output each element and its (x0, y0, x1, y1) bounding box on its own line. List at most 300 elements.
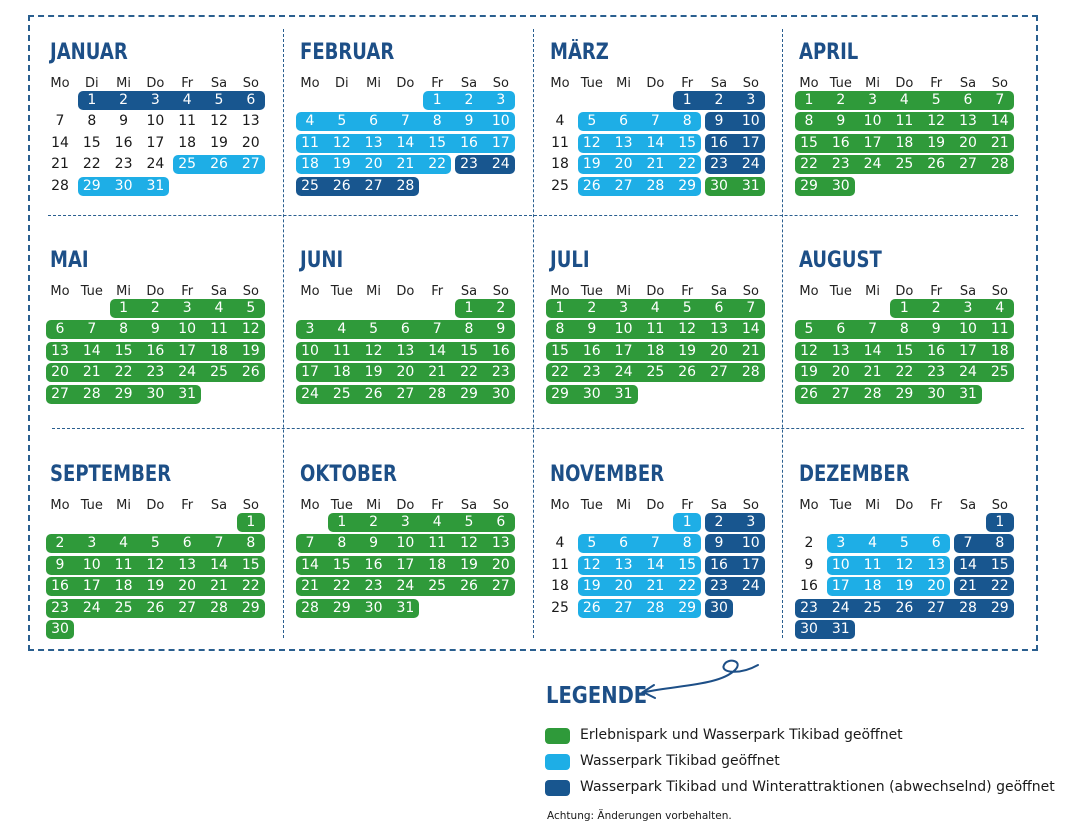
weekday-header: Sa (710, 76, 728, 91)
day-cell: 28 (51, 177, 69, 194)
day-cell: 20 (614, 578, 633, 594)
day-cell: 11 (863, 556, 882, 573)
weekday-header: Sa (460, 284, 478, 299)
day-cell: 24 (863, 156, 882, 172)
weekday-header: So (492, 284, 509, 299)
day-cell: 22 (678, 156, 697, 172)
day-cell: 28 (990, 156, 1009, 172)
day-cell: 17 (863, 134, 882, 151)
day-cell: 30 (710, 177, 728, 194)
day-cell: 28 (959, 599, 977, 616)
month-februar (297, 28, 527, 228)
weekday-header: Tue (80, 498, 103, 513)
weekday-header: Tue (80, 284, 103, 299)
day-cell: 15 (332, 556, 351, 573)
weekday-header: Mi (366, 498, 381, 513)
weekday-header: Do (895, 76, 914, 91)
day-cell: 4 (995, 299, 1005, 316)
weekday-header: Mi (865, 284, 880, 299)
day-cell: 11 (551, 556, 569, 573)
month-dezember (796, 450, 1026, 650)
day-cell: 20 (491, 556, 510, 573)
weekday-header: Fr (181, 76, 194, 91)
day-cell: 16 (831, 134, 850, 151)
day-cell: 8 (555, 321, 565, 337)
day-cell: 28 (301, 599, 319, 616)
day-cell: 6 (963, 91, 973, 108)
day-cell: 25 (990, 364, 1009, 380)
day-cell: 19 (678, 342, 697, 359)
weekday-header: So (742, 284, 759, 299)
day-cell: 1 (899, 299, 909, 316)
month-title: JANUAR (50, 40, 128, 65)
day-cell: 16 (800, 578, 818, 594)
day-cell: 20 (396, 364, 415, 380)
day-cell: 8 (337, 535, 347, 551)
day-cell: 30 (114, 177, 133, 194)
day-cell: 17 (741, 134, 760, 151)
day-cell: 5 (587, 535, 597, 551)
day-cell: 12 (210, 113, 228, 129)
day-cell: 7 (746, 299, 756, 316)
day-cell: 8 (682, 113, 692, 129)
day-cell: 6 (182, 535, 192, 551)
day-cell: 25 (895, 156, 914, 172)
weekday-header: Mo (550, 498, 570, 513)
day-cell: 8 (804, 113, 814, 129)
day-cell: 5 (369, 321, 379, 337)
weekday-header: Mi (116, 76, 131, 91)
day-cell: 15 (990, 556, 1009, 573)
grid-divider (782, 29, 783, 638)
day-cell: 14 (82, 342, 101, 359)
day-cell: 2 (369, 513, 379, 530)
day-cell: 8 (119, 321, 129, 337)
weekday-header: Do (895, 284, 914, 299)
day-cell: 4 (182, 91, 192, 108)
day-cell: 22 (895, 364, 914, 380)
day-cell: 31 (396, 599, 415, 616)
arrow-icon (640, 655, 765, 705)
day-cell: 27 (959, 156, 977, 172)
day-cell: 21 (863, 364, 882, 380)
weekday-header: Di (334, 76, 349, 91)
day-cell: 10 (959, 321, 977, 337)
day-cell: 29 (678, 177, 697, 194)
day-cell: 31 (146, 177, 165, 194)
day-cell: 25 (178, 156, 197, 172)
day-cell: 27 (614, 177, 633, 194)
weekday-header: Mi (865, 498, 880, 513)
weekday-header: So (991, 76, 1008, 91)
weekday-header: Mo (550, 284, 570, 299)
day-cell: 11 (428, 535, 447, 551)
day-cell: 23 (114, 156, 133, 172)
day-cell: 13 (959, 113, 977, 129)
weekday-header: Sa (210, 284, 228, 299)
day-cell: 3 (836, 535, 846, 551)
day-cell: 5 (337, 113, 347, 129)
day-cell: 10 (301, 342, 319, 359)
day-cell: 20 (241, 134, 260, 151)
day-cell: 3 (182, 299, 192, 316)
weekday-header: So (242, 284, 259, 299)
day-cell: 8 (464, 321, 474, 337)
day-cell: 17 (741, 556, 760, 573)
day-cell: 23 (710, 578, 728, 594)
weekday-header: Mo (300, 284, 320, 299)
day-cell: 25 (551, 177, 569, 194)
day-cell: 13 (831, 342, 850, 359)
day-cell: 17 (82, 578, 101, 594)
weekday-header: So (742, 498, 759, 513)
day-cell: 10 (82, 556, 101, 573)
weekday-header: Sa (210, 76, 228, 91)
day-cell: 27 (614, 599, 633, 616)
day-cell: 15 (114, 342, 133, 359)
day-cell: 11 (646, 321, 665, 337)
day-cell: 14 (863, 342, 882, 359)
day-cell: 1 (555, 299, 565, 316)
day-cell: 6 (714, 299, 724, 316)
month-title: JULI (550, 248, 590, 273)
day-cell: 6 (400, 321, 410, 337)
day-cell: 15 (800, 134, 818, 151)
day-cell: 17 (396, 556, 415, 573)
day-cell: 22 (332, 578, 351, 594)
day-cell: 25 (210, 364, 228, 380)
weekday-header: Do (146, 284, 165, 299)
day-cell: 10 (396, 535, 415, 551)
weekday-header: Sa (460, 498, 478, 513)
legend-swatch-dark (545, 780, 570, 796)
day-cell: 19 (895, 578, 914, 594)
day-cell: 30 (927, 385, 946, 402)
day-cell: 15 (82, 134, 101, 151)
day-cell: 5 (214, 91, 224, 108)
day-cell: 28 (741, 364, 760, 380)
day-cell: 30 (146, 385, 165, 402)
day-cell: 30 (491, 385, 510, 402)
month-title: FEBRUAR (300, 40, 395, 65)
day-cell: 17 (614, 342, 633, 359)
day-cell: 13 (178, 556, 197, 573)
weekday-header: Fr (431, 284, 444, 299)
day-cell: 18 (114, 578, 133, 594)
day-cell: 26 (678, 364, 697, 380)
weekday-header: Do (146, 498, 165, 513)
weekday-header: Do (396, 284, 415, 299)
day-cell: 4 (305, 113, 315, 129)
day-cell: 6 (496, 513, 506, 530)
day-cell: 28 (210, 599, 228, 616)
day-cell: 11 (990, 321, 1009, 337)
day-cell: 4 (432, 513, 442, 530)
day-cell: 19 (210, 134, 228, 151)
day-cell: 23 (51, 599, 69, 616)
day-cell: 16 (710, 134, 728, 151)
day-cell: 5 (587, 113, 597, 129)
weekday-header: Mi (116, 498, 131, 513)
day-cell: 3 (868, 91, 878, 108)
weekday-header: Do (646, 498, 665, 513)
day-cell: 7 (868, 321, 878, 337)
day-cell: 10 (614, 321, 633, 337)
day-cell: 4 (650, 299, 660, 316)
day-cell: 23 (710, 156, 728, 172)
day-cell: 9 (464, 113, 474, 129)
day-cell: 17 (491, 134, 510, 151)
day-cell: 10 (178, 321, 197, 337)
day-cell: 2 (119, 91, 129, 108)
day-cell: 3 (400, 513, 410, 530)
month-title: AUGUST (799, 248, 882, 273)
day-cell: 21 (741, 342, 760, 359)
day-cell: 11 (895, 113, 914, 129)
day-cell: 27 (364, 177, 383, 194)
day-cell: 20 (614, 156, 633, 172)
day-cell: 6 (55, 321, 65, 337)
day-cell: 1 (682, 91, 692, 108)
day-cell: 20 (831, 364, 850, 380)
day-cell: 5 (931, 91, 941, 108)
day-cell: 7 (400, 113, 410, 129)
day-cell: 25 (301, 177, 319, 194)
weekday-header: Mo (550, 76, 570, 91)
month-juli (547, 236, 777, 436)
day-cell: 29 (114, 385, 133, 402)
day-cell: 18 (863, 578, 882, 594)
day-cell: 14 (990, 113, 1009, 129)
day-cell: 18 (551, 156, 569, 172)
weekday-header: Di (84, 76, 99, 91)
day-cell: 22 (551, 364, 569, 380)
weekday-header: Mo (300, 498, 320, 513)
day-cell: 3 (496, 91, 506, 108)
weekday-header: Mo (50, 284, 70, 299)
weekday-header: So (242, 76, 259, 91)
month-august (796, 236, 1026, 436)
day-cell: 24 (614, 364, 633, 380)
day-cell: 28 (82, 385, 101, 402)
day-cell: 30 (51, 621, 69, 637)
day-cell: 12 (678, 321, 697, 337)
weekday-header: Tue (330, 498, 353, 513)
day-cell: 21 (646, 156, 665, 172)
day-cell: 10 (831, 556, 850, 573)
day-cell: 12 (895, 556, 914, 573)
day-cell: 28 (646, 599, 665, 616)
weekday-header: Do (646, 284, 665, 299)
month-title: NOVEMBER (550, 462, 665, 487)
day-cell: 24 (82, 599, 101, 616)
month-title: DEZEMBER (799, 462, 910, 487)
day-cell: 23 (364, 578, 383, 594)
day-cell: 7 (87, 321, 97, 337)
weekday-header: Tue (829, 498, 852, 513)
legend-swatch-green (545, 728, 570, 744)
day-cell: 20 (51, 364, 69, 380)
day-cell: 23 (582, 364, 601, 380)
day-cell: 17 (959, 342, 977, 359)
day-cell: 3 (619, 299, 629, 316)
weekday-header: Sa (959, 498, 977, 513)
day-cell: 1 (246, 513, 256, 530)
day-cell: 26 (927, 156, 946, 172)
weekday-header: Fr (681, 498, 694, 513)
day-cell: 3 (87, 535, 97, 551)
legend-label-green: Erlebnispark und Wasserpark Tikibad geöffnet (580, 727, 903, 743)
day-cell: 3 (963, 299, 973, 316)
day-cell: 12 (332, 134, 351, 151)
day-cell: 4 (868, 535, 878, 551)
day-cell: 7 (55, 113, 65, 129)
day-cell: 7 (305, 535, 315, 551)
day-cell: 4 (899, 91, 909, 108)
day-cell: 2 (804, 535, 814, 551)
day-cell: 12 (146, 556, 165, 573)
day-cell: 8 (682, 535, 692, 551)
day-cell: 10 (491, 113, 510, 129)
day-cell: 23 (460, 156, 478, 172)
weekday-header: Mo (50, 76, 70, 91)
day-cell: 20 (364, 156, 383, 172)
day-cell: 9 (150, 321, 160, 337)
day-cell: 13 (491, 535, 510, 551)
day-cell: 16 (364, 556, 383, 573)
day-cell: 1 (337, 513, 347, 530)
day-cell: 19 (927, 134, 946, 151)
weekday-header: Tue (330, 284, 353, 299)
weekday-header: Sa (959, 284, 977, 299)
day-cell: 12 (582, 556, 601, 573)
day-cell: 9 (931, 321, 941, 337)
weekday-header: Sa (710, 498, 728, 513)
day-cell: 27 (241, 156, 260, 172)
day-cell: 14 (646, 134, 665, 151)
weekday-header: Do (396, 76, 415, 91)
day-cell: 14 (51, 134, 69, 151)
day-cell: 14 (210, 556, 228, 573)
day-cell: 29 (460, 385, 478, 402)
day-cell: 15 (551, 342, 569, 359)
day-cell: 27 (927, 599, 946, 616)
day-cell: 9 (714, 113, 724, 129)
day-cell: 18 (301, 156, 319, 172)
day-cell: 9 (55, 556, 65, 573)
day-cell: 10 (741, 535, 760, 551)
weekday-header: Fr (930, 284, 943, 299)
day-cell: 13 (614, 556, 633, 573)
day-cell: 4 (214, 299, 224, 316)
weekday-header: Tue (829, 284, 852, 299)
day-cell: 18 (895, 134, 914, 151)
day-cell: 11 (332, 342, 351, 359)
day-cell: 5 (150, 535, 160, 551)
day-cell: 13 (241, 113, 260, 129)
weekday-header: Sa (460, 76, 478, 91)
day-cell: 4 (337, 321, 347, 337)
weekday-header: Fr (431, 76, 444, 91)
day-cell: 5 (682, 299, 692, 316)
day-cell: 5 (804, 321, 814, 337)
day-cell: 26 (146, 599, 165, 616)
day-cell: 26 (364, 385, 383, 402)
day-cell: 12 (582, 134, 601, 151)
day-cell: 12 (364, 342, 383, 359)
day-cell: 29 (241, 599, 260, 616)
day-cell: 28 (863, 385, 882, 402)
day-cell: 12 (241, 321, 260, 337)
day-cell: 2 (464, 91, 474, 108)
month-title: OKTOBER (300, 462, 397, 487)
day-cell: 24 (178, 364, 197, 380)
weekday-header: So (991, 498, 1008, 513)
weekday-header: Do (646, 76, 665, 91)
day-cell: 26 (241, 364, 260, 380)
month-title: APRIL (799, 40, 859, 65)
day-cell: 6 (369, 113, 379, 129)
day-cell: 17 (178, 342, 197, 359)
weekday-header: Fr (930, 76, 943, 91)
day-cell: 26 (332, 177, 351, 194)
day-cell: 8 (246, 535, 256, 551)
day-cell: 1 (87, 91, 97, 108)
day-cell: 8 (899, 321, 909, 337)
day-cell: 25 (646, 364, 665, 380)
day-cell: 27 (51, 385, 69, 402)
day-cell: 26 (582, 177, 601, 194)
day-cell: 19 (332, 156, 351, 172)
day-cell: 13 (614, 134, 633, 151)
weekday-header: Fr (681, 76, 694, 91)
legend-swatch-light (545, 754, 570, 770)
day-cell: 9 (587, 321, 597, 337)
day-cell: 31 (614, 385, 633, 402)
day-cell: 13 (710, 321, 728, 337)
weekday-header: Mi (116, 284, 131, 299)
day-cell: 24 (741, 578, 760, 594)
day-cell: 24 (396, 578, 415, 594)
day-cell: 6 (246, 91, 256, 108)
legend-label-dark: Wasserpark Tikibad und Winterattraktionen (abwechselnd) geöffnet (580, 779, 1055, 795)
day-cell: 15 (678, 556, 697, 573)
day-cell: 18 (210, 342, 228, 359)
day-cell: 6 (619, 535, 629, 551)
day-cell: 15 (678, 134, 697, 151)
day-cell: 16 (460, 134, 478, 151)
day-cell: 27 (396, 385, 415, 402)
day-cell: 11 (301, 134, 319, 151)
day-cell: 27 (831, 385, 850, 402)
day-cell: 23 (927, 364, 946, 380)
day-cell: 5 (899, 535, 909, 551)
weekday-header: So (492, 498, 509, 513)
day-cell: 4 (555, 535, 565, 551)
day-cell: 11 (551, 134, 569, 151)
day-cell: 26 (582, 599, 601, 616)
day-cell: 24 (301, 385, 319, 402)
weekday-header: Fr (181, 284, 194, 299)
month-juni (297, 236, 527, 436)
day-cell: 25 (332, 385, 351, 402)
day-cell: 9 (496, 321, 506, 337)
day-cell: 21 (646, 578, 665, 594)
weekday-header: Mi (865, 76, 880, 91)
day-cell: 14 (301, 556, 319, 573)
day-cell: 12 (800, 342, 818, 359)
day-cell: 4 (555, 113, 565, 129)
